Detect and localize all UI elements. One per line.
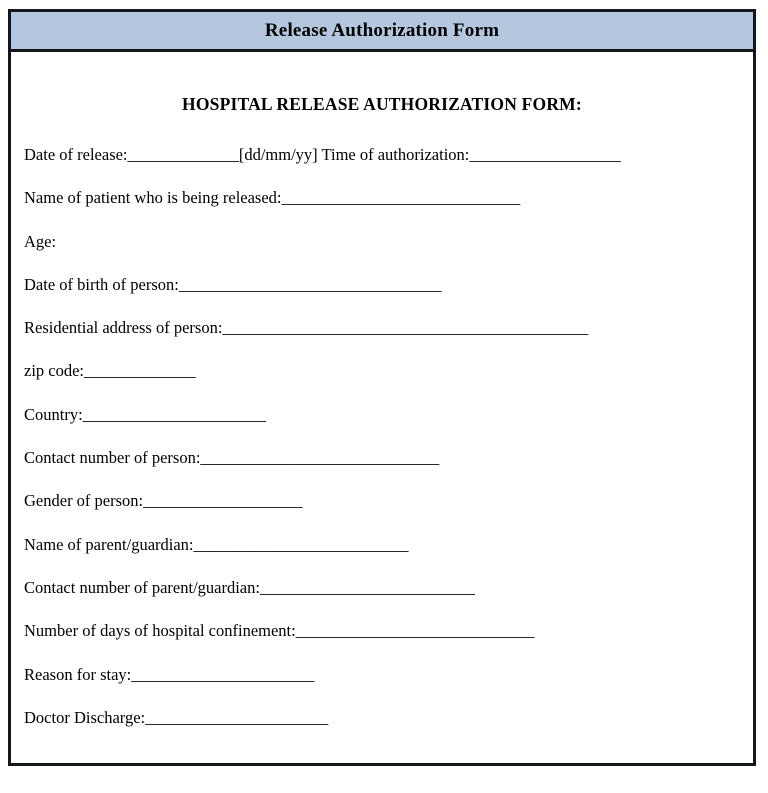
title-banner [11,12,753,52]
banner-title: Release Authorization Form [264,20,500,41]
field-label: zip code: [24,361,85,381]
form-frame [8,9,756,766]
field-row-patient-name [24,188,743,231]
form-body [11,52,753,763]
form-fields-list [11,145,753,751]
field-row-country [24,405,743,448]
field-row-date-of-release [24,145,743,188]
field-blank[interactable]: ___________________________ [193,534,409,554]
field-label: Residential address of person: [24,318,223,338]
field-blank[interactable]: ______________________________________________ [222,318,589,338]
field-blank[interactable]: _______________________ [145,707,328,727]
field-row-parent-guardian-contact [24,578,743,621]
field-blank[interactable]: ____________________ [143,491,303,511]
field-label: Number of days of hospital confinement: [24,621,296,641]
field-label: Doctor Discharge: [24,707,146,727]
field-blank[interactable]: _______________________ [82,404,266,424]
field-row-contact-number-person [24,448,743,491]
field-row-parent-guardian-name [24,535,743,578]
field-blank[interactable]: _______________________ [131,664,315,684]
field-format-hint: [dd/mm/yy] [238,145,318,164]
field-label: Name of patient who is being released: [24,188,282,208]
field-blank[interactable]: ______________ [127,145,239,164]
field-blank-secondary[interactable]: ___________________ [469,145,621,164]
field-label: Contact number of person: [24,448,201,468]
field-blank[interactable]: ______________________________ [281,188,521,208]
field-blank[interactable]: _________________________________ [178,274,442,294]
field-label: Gender of person: [24,491,144,511]
field-label: Age: [24,231,57,251]
field-label-secondary: Time of authorization: [317,145,470,164]
field-row-date-of-birth [24,275,743,318]
field-label: Reason for stay: [24,664,132,684]
field-label: Contact number of parent/guardian: [24,577,260,597]
field-row-reason-for-stay [24,665,743,708]
field-label: Country: [24,404,83,424]
field-label: Name of parent/guardian: [24,534,194,554]
field-row-age [24,232,743,275]
form-heading: HOSPITAL RELEASE AUTHORIZATION FORM: [182,94,582,114]
field-row-residential-address [24,318,743,361]
field-row-doctor-discharge [24,708,743,751]
field-row-days-of-confinement [24,621,743,664]
field-blank[interactable]: ______________ [84,361,196,381]
field-blank[interactable]: ___________________________ [259,577,475,597]
field-row-gender [24,491,743,534]
field-label: Date of birth of person: [24,274,179,294]
field-blank[interactable]: ______________________________ [295,621,535,641]
field-label: Date of release: [24,145,128,164]
field-row-zip-code [24,361,743,404]
field-blank[interactable]: ______________________________ [200,448,439,468]
